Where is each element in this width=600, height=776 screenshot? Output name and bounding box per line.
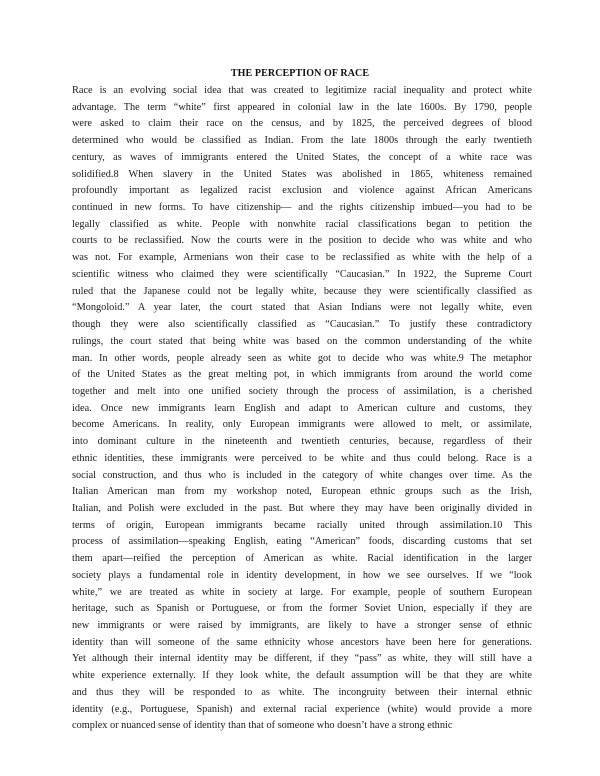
text-line: rulings, the court stated that being white was based on the common understanding of the white <box>72 335 532 347</box>
text-line: complex or nuanced sense of identity than that of someone who doesn’t have a strong ethnic <box>72 720 453 732</box>
text-line: profoundly important as legalized racist exclusion and violence against African Americans <box>72 185 532 197</box>
text-line: legally classified as white. People with nonwhite racial classifications began to petition the <box>72 218 532 230</box>
document-title: THE PERCEPTION OF RACE <box>230 68 370 79</box>
text-line: “Mongoloid.” A year later, the court stated that Asian Indians were not legally white, even <box>72 302 532 314</box>
text-line: determined who would be classified as Indian. From the late 1800s through the early twentieth <box>72 135 532 147</box>
text-line: and thus they will be responded to as white. The incongruity between their internal ethnic <box>72 686 532 698</box>
text-line: Yet although their internal identity may be different, if they “pass” as white, they will still have a <box>72 653 532 665</box>
text-line: identity (e.g., Portuguese, Spanish) and external racial experience (white) would provide a more <box>72 703 532 715</box>
text-line: identity than will someone of the same ethnicity whose ancestors have been here for generations. <box>72 636 532 648</box>
text-line: were asked to claim their race on the census, and by 1825, the perceived degrees of blood <box>72 118 532 130</box>
text-line: solidified.8 When slavery in the United States was abolished in 1865, whiteness remained <box>72 168 532 180</box>
text-line: social construction, and thus who is included in the category of white changes over time. As the <box>72 469 532 481</box>
text-line: ruled that the Japanese could not be legally white, because they were scientifically classified as <box>72 285 532 297</box>
text-line: century, as waves of immigrants entered the United States, the concept of a white race was <box>72 151 532 163</box>
text-line: heritage, such as Spanish or Portuguese, or from the former Soviet Union, especially if they are <box>72 603 532 615</box>
text-line: idea. Once new immigrants learn English and adapt to American culture and customs, they <box>72 402 532 414</box>
text-line: Race is an evolving social idea that was created to legitimize racial inequality and protect white <box>72 85 532 96</box>
text-line: them apart—reified the perception of American as white. Racial identification in the larger <box>72 553 532 565</box>
text-line: though they were also scientifically classified as “Caucasian.” To justify these contradictory <box>72 319 532 331</box>
text-line: into dominant culture in the nineteenth and twentieth centuries, because, regardless of their <box>72 436 532 448</box>
text-line: process of assimilation—speaking English, eating “American” foods, discarding customs that set <box>72 536 532 548</box>
text-line: together and melt into one unified society through the process of assimilation, is a cherished <box>72 385 532 397</box>
text-line: new immigrants or were raised by immigrants, are likely to have a stronger sense of ethnic <box>72 620 532 631</box>
text-line: continued in new forms. To have citizenship— and the rights citizenship imbued—you had to be <box>72 202 532 214</box>
text-line: white experience externally. If they look white, the default assumption will be that they are white <box>72 670 532 682</box>
text-line: become Americans. In reality, only European immigrants were allowed to melt, or assimilate, <box>72 419 532 431</box>
text-line: white,” we are treated as white in society at large. For example, people of southern European <box>72 586 532 598</box>
body-paragraph <box>72 83 532 735</box>
text-line: Italian, and Polish were excluded in the past. But where they may have been originally divided in <box>72 502 532 514</box>
text-line: advantage. The term “white” first appeared in colonial law in the late 1600s. By 1790, people <box>72 101 532 113</box>
text-line: Italian American man from my workshop noted, European ethnic groups such as the Irish, <box>72 486 532 498</box>
text-line: of the United States as the great melting pot, in which immigrants from around the world come <box>72 369 532 381</box>
text-line: terms of origin, European immigrants became racially united through assimilation.10 This <box>72 519 532 531</box>
text-line: man. In other words, people already seen as white got to decide who was white.9 The metaphor <box>72 352 532 364</box>
text-line: courts to be reclassified. Now the courts were in the position to decide who was white and who <box>72 235 532 247</box>
text-line: society plays a fundamental role in identity development, in how we see ourselves. If we “look <box>72 569 532 581</box>
text-line: was not. For example, Armenians won their case to be reclassified as white with the help of a <box>72 252 532 264</box>
text-line: ethnic identities, these immigrants were perceived to be white and thus could belong. Race is a <box>72 452 532 464</box>
text-line: scientific witness who claimed they were scientifically “Caucasian.” In 1922, the Supreme Court <box>72 268 532 280</box>
